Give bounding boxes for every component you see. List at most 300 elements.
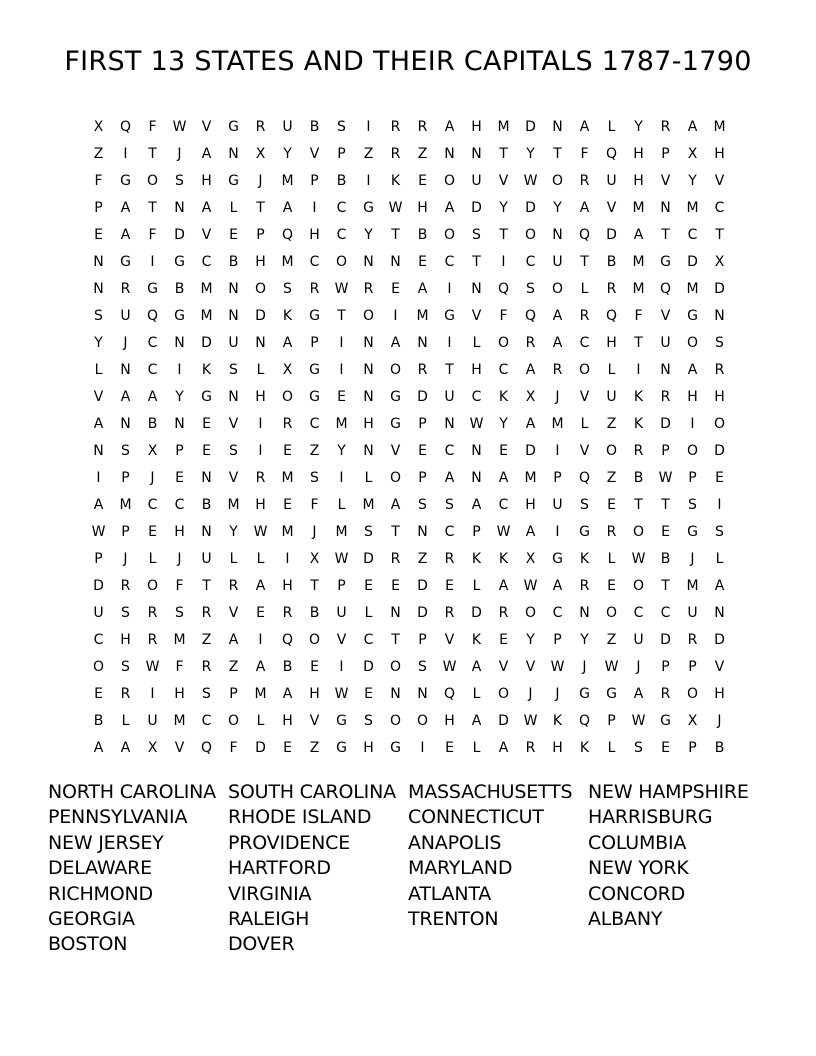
grid-cell: Q — [200, 740, 213, 756]
grid-cell: R — [363, 281, 374, 297]
grid-cell: U — [660, 335, 671, 351]
grid-cell: C — [444, 254, 455, 270]
grid-cell: R — [147, 605, 158, 621]
grid-cell: N — [201, 524, 212, 540]
grid-cell: I — [150, 686, 155, 702]
grid-cell: N — [660, 200, 671, 216]
grid-cell: S — [175, 173, 184, 189]
grid-cell: O — [92, 659, 105, 675]
grid-cell: I — [447, 335, 452, 351]
grid-cell: C — [363, 632, 374, 648]
grid-cell: I — [420, 740, 425, 756]
word-list-item: NEW JERSEY — [48, 831, 164, 854]
grid-cell: H — [606, 335, 617, 351]
grid-cell: O — [686, 443, 699, 459]
grid-cell: G — [174, 308, 185, 324]
grid-cell: K — [471, 551, 482, 567]
grid-cell: C — [201, 254, 212, 270]
grid-cell: U — [444, 389, 455, 405]
grid-cell: U — [147, 713, 158, 729]
grid-cell: N — [660, 362, 671, 378]
grid-cell: E — [94, 686, 103, 702]
grid-cell: F — [148, 119, 157, 135]
grid-cell: U — [336, 605, 347, 621]
grid-cell: D — [174, 227, 185, 243]
grid-cell: T — [391, 632, 400, 648]
grid-cell: S — [688, 497, 697, 513]
grid-cell: S — [472, 227, 481, 243]
grid-row — [85, 330, 733, 357]
grid-cell: J — [528, 686, 533, 702]
grid-cell: O — [551, 173, 564, 189]
grid-cell: Q — [605, 146, 618, 162]
grid-row — [85, 627, 733, 654]
grid-cell: S — [418, 497, 427, 513]
grid-cell: Q — [281, 227, 294, 243]
grid-cell: N — [714, 308, 725, 324]
grid-cell: L — [256, 713, 265, 729]
grid-cell: M — [200, 281, 213, 297]
grid-cell: F — [175, 578, 184, 594]
grid-cell: L — [607, 740, 616, 756]
grid-cell: T — [148, 146, 157, 162]
grid-cell: C — [309, 416, 320, 432]
grid-cell: E — [499, 632, 508, 648]
grid-cell: F — [310, 497, 319, 513]
grid-cell: G — [660, 713, 671, 729]
grid-cell: I — [339, 362, 344, 378]
grid-cell: X — [687, 146, 698, 162]
grid-cell: D — [498, 713, 509, 729]
grid-cell: C — [525, 254, 536, 270]
grid-cell: C — [93, 632, 104, 648]
grid-cell: T — [499, 146, 508, 162]
grid-cell: S — [283, 281, 292, 297]
grid-cell: A — [498, 740, 509, 756]
grid-cell: O — [362, 308, 375, 324]
grid-cell: A — [120, 740, 131, 756]
grid-cell: N — [93, 443, 104, 459]
grid-cell: J — [312, 524, 317, 540]
grid-cell: A — [552, 578, 563, 594]
grid-cell: G — [687, 308, 698, 324]
word-list-item: MARYLAND — [408, 857, 513, 880]
grid-cell: Y — [283, 146, 292, 162]
word-list-item: VIRGINIA — [228, 882, 312, 905]
grid-cell: C — [147, 335, 158, 351]
grid-cell: R — [579, 173, 590, 189]
grid-cell: C — [498, 497, 509, 513]
grid-cell: J — [258, 173, 263, 189]
grid-cell: M — [281, 173, 294, 189]
word-list-item: BOSTON — [48, 933, 128, 956]
grid-cell: W — [469, 416, 484, 432]
word-list-item: RHODE ISLAND — [228, 806, 372, 829]
grid-cell: H — [255, 497, 266, 513]
grid-cell: N — [255, 335, 266, 351]
grid-cell: I — [150, 254, 155, 270]
grid-cell: Z — [93, 146, 104, 162]
grid-cell: E — [418, 254, 427, 270]
grid-cell: C — [201, 713, 212, 729]
grid-cell: B — [147, 416, 158, 432]
word-list-item: NEW YORK — [588, 857, 689, 880]
grid-cell: D — [471, 200, 482, 216]
grid-cell: T — [391, 524, 400, 540]
grid-cell: L — [607, 362, 616, 378]
grid-cell: A — [120, 389, 131, 405]
grid-cell: H — [282, 713, 293, 729]
grid-cell: O — [146, 578, 159, 594]
grid-cell: F — [634, 308, 643, 324]
grid-cell: N — [552, 119, 563, 135]
grid-cell: T — [553, 146, 562, 162]
grid-cell: K — [282, 308, 293, 324]
grid-cell: Y — [175, 389, 184, 405]
grid-cell: M — [632, 281, 645, 297]
grid-row — [85, 573, 733, 600]
grid-cell: V — [660, 173, 671, 189]
grid-cell: R — [633, 443, 644, 459]
grid-cell: L — [229, 200, 238, 216]
grid-cell: L — [472, 740, 481, 756]
grid-cell: P — [121, 524, 130, 540]
grid-cell: S — [418, 659, 427, 675]
grid-cell: V — [309, 713, 320, 729]
grid-cell: N — [363, 443, 374, 459]
grid-cell: A — [120, 227, 131, 243]
grid-cell: Y — [580, 632, 589, 648]
grid-cell: I — [366, 119, 371, 135]
grid-cell: N — [444, 146, 455, 162]
grid-cell: G — [390, 416, 401, 432]
grid-cell: O — [335, 254, 348, 270]
grid-cell: C — [552, 605, 563, 621]
grid-row — [85, 492, 733, 519]
grid-cell: T — [202, 578, 211, 594]
grid-cell: D — [363, 659, 374, 675]
grid-cell: T — [256, 200, 265, 216]
grid-cell: O — [227, 713, 240, 729]
word-list-item: GEORGIA — [48, 908, 135, 931]
grid-cell: M — [281, 254, 294, 270]
grid-cell: Z — [201, 632, 212, 648]
grid-cell: V — [714, 659, 725, 675]
grid-cell: M — [362, 497, 375, 513]
grid-cell: B — [606, 254, 617, 270]
grid-cell: J — [150, 470, 155, 486]
grid-cell: I — [285, 551, 290, 567]
grid-cell: A — [120, 200, 131, 216]
grid-cell: G — [660, 254, 671, 270]
grid-cell: D — [714, 632, 725, 648]
grid-cell: N — [363, 389, 374, 405]
grid-cell: N — [417, 686, 428, 702]
grid-cell: N — [174, 416, 185, 432]
grid-cell: H — [471, 362, 482, 378]
grid-cell: R — [282, 416, 293, 432]
grid-cell: E — [202, 416, 211, 432]
grid-cell: C — [714, 200, 725, 216]
grid-cell: P — [661, 443, 670, 459]
grid-cell: N — [471, 281, 482, 297]
grid-cell: S — [364, 713, 373, 729]
grid-cell: Y — [634, 119, 643, 135]
grid-cell: H — [255, 389, 266, 405]
grid-cell: Z — [417, 146, 428, 162]
grid-cell: W — [631, 713, 646, 729]
grid-cell: H — [363, 740, 374, 756]
grid-cell: Q — [578, 713, 591, 729]
grid-cell: R — [660, 389, 671, 405]
grid-cell: G — [579, 524, 590, 540]
grid-cell: N — [417, 524, 428, 540]
grid-cell: M — [497, 119, 510, 135]
grid-cell: E — [607, 497, 616, 513]
grid-cell: Q — [119, 119, 132, 135]
grid-cell: E — [283, 740, 292, 756]
grid-cell: K — [498, 551, 509, 567]
grid-cell: Z — [606, 632, 617, 648]
grid-cell: I — [366, 173, 371, 189]
grid-cell: A — [687, 362, 698, 378]
grid-cell: J — [636, 659, 641, 675]
grid-cell: D — [417, 605, 428, 621]
grid-cell: A — [201, 200, 212, 216]
grid-cell: P — [418, 470, 427, 486]
grid-cell: E — [94, 227, 103, 243]
grid-cell: J — [123, 335, 128, 351]
grid-cell: O — [605, 605, 618, 621]
grid-row — [85, 222, 733, 249]
grid-cell: N — [363, 335, 374, 351]
grid-cell: I — [96, 470, 101, 486]
grid-cell: Y — [337, 443, 346, 459]
grid-cell: U — [552, 497, 563, 513]
word-list-item: RICHMOND — [48, 882, 153, 905]
grid-cell: V — [174, 740, 185, 756]
grid-cell: O — [497, 335, 510, 351]
grid-cell: W — [334, 551, 349, 567]
grid-cell: M — [173, 713, 186, 729]
grid-cell: D — [363, 551, 374, 567]
word-column — [588, 780, 768, 958]
grid-cell: R — [660, 119, 671, 135]
grid-cell: E — [283, 497, 292, 513]
grid-cell: G — [228, 173, 239, 189]
grid-cell: A — [147, 389, 158, 405]
grid-cell: Q — [443, 686, 456, 702]
grid-cell: H — [174, 524, 185, 540]
grid-cell: M — [335, 524, 348, 540]
grid-cell: R — [498, 605, 509, 621]
grid-cell: A — [687, 119, 698, 135]
grid-cell: A — [579, 119, 590, 135]
grid-cell: Y — [688, 173, 697, 189]
grid-cell: R — [579, 578, 590, 594]
grid-cell: X — [687, 713, 698, 729]
grid-cell: H — [282, 578, 293, 594]
grid-cell: U — [201, 551, 212, 567]
grid-cell: P — [229, 686, 238, 702]
grid-cell: A — [498, 470, 509, 486]
grid-cell: P — [175, 443, 184, 459]
grid-cell: F — [229, 740, 238, 756]
grid-cell: G — [579, 686, 590, 702]
grid-cell: P — [688, 740, 697, 756]
grid-cell: N — [120, 362, 131, 378]
grid-cell: N — [714, 605, 725, 621]
grid-cell: H — [120, 632, 131, 648]
grid-cell: Z — [228, 659, 239, 675]
grid-cell: O — [686, 686, 699, 702]
grid-cell: R — [255, 470, 266, 486]
grid-cell: A — [255, 659, 266, 675]
grid-cell: H — [363, 416, 374, 432]
grid-cell: B — [714, 740, 725, 756]
grid-cell: N — [228, 389, 239, 405]
grid-cell: V — [660, 308, 671, 324]
grid-cell: R — [525, 335, 536, 351]
grid-cell: R — [201, 605, 212, 621]
grid-cell: R — [120, 578, 131, 594]
grid-cell: V — [93, 389, 104, 405]
grid-cell: O — [416, 713, 429, 729]
grid-cell: O — [443, 173, 456, 189]
grid-cell: A — [93, 416, 104, 432]
grid-cell: A — [552, 308, 563, 324]
grid-cell: T — [445, 362, 454, 378]
grid-row — [85, 141, 733, 168]
grid-cell: A — [282, 686, 293, 702]
grid-cell: R — [444, 551, 455, 567]
grid-cell: C — [498, 362, 509, 378]
grid-cell: Z — [309, 443, 320, 459]
grid-cell: M — [632, 200, 645, 216]
grid-cell: M — [200, 308, 213, 324]
grid-cell: G — [309, 389, 320, 405]
grid-cell: I — [123, 146, 128, 162]
word-list-item: NEW HAMPSHIRE — [588, 781, 749, 803]
grid-cell: I — [555, 443, 560, 459]
grid-cell: R — [201, 659, 212, 675]
grid-cell: G — [309, 362, 320, 378]
grid-cell: I — [447, 281, 452, 297]
grid-cell: B — [633, 470, 644, 486]
grid-cell: A — [714, 578, 725, 594]
grid-cell: K — [633, 416, 644, 432]
grid-cell: M — [119, 497, 132, 513]
grid-cell: V — [228, 470, 239, 486]
grid-cell: R — [660, 686, 671, 702]
grid-cell: V — [336, 632, 347, 648]
grid-cell: V — [444, 632, 455, 648]
grid-cell: I — [177, 362, 182, 378]
grid-cell: P — [661, 659, 670, 675]
grid-cell: S — [337, 119, 346, 135]
grid-cell: K — [471, 632, 482, 648]
grid-cell: P — [337, 146, 346, 162]
grid-cell: T — [310, 578, 319, 594]
grid-cell: I — [339, 470, 344, 486]
grid-cell: M — [335, 416, 348, 432]
word-list-item: PROVIDENCE — [228, 831, 351, 854]
grid-cell: G — [336, 740, 347, 756]
grid-cell: W — [523, 578, 538, 594]
grid-cell: N — [552, 227, 563, 243]
grid-cell: W — [604, 659, 619, 675]
grid-cell: D — [660, 416, 671, 432]
grid-cell: W — [172, 119, 187, 135]
grid-cell: N — [174, 335, 185, 351]
grid-cell: K — [201, 362, 212, 378]
grid-cell: R — [147, 632, 158, 648]
grid-cell: J — [123, 551, 128, 567]
grid-cell: L — [607, 551, 616, 567]
grid-cell: D — [201, 335, 212, 351]
grid-cell: D — [525, 443, 536, 459]
grid-cell: C — [147, 497, 158, 513]
grid-cell: T — [499, 227, 508, 243]
grid-cell: R — [714, 362, 725, 378]
grid-cell: I — [339, 335, 344, 351]
grid-cell: T — [715, 227, 724, 243]
grid-cell: U — [606, 389, 617, 405]
grid-cell: B — [228, 254, 239, 270]
grid-cell: J — [177, 551, 182, 567]
grid-cell: R — [228, 578, 239, 594]
grid-cell: D — [606, 227, 617, 243]
grid-cell: U — [687, 605, 698, 621]
grid-cell: E — [337, 389, 346, 405]
grid-cell: M — [173, 632, 186, 648]
grid-row — [85, 249, 733, 276]
grid-cell: A — [525, 362, 536, 378]
grid-cell: P — [256, 227, 265, 243]
grid-cell: O — [389, 713, 402, 729]
word-list-item: HARTFORD — [228, 857, 331, 880]
grid-cell: V — [498, 173, 509, 189]
grid-cell: V — [390, 443, 401, 459]
word-list-item: HARRISBURG — [588, 806, 713, 829]
grid-cell: Q — [146, 308, 159, 324]
grid-cell: W — [523, 713, 538, 729]
grid-cell: T — [661, 227, 670, 243]
grid-cell: M — [551, 416, 564, 432]
grid-cell: R — [579, 308, 590, 324]
grid-cell: U — [633, 632, 644, 648]
grid-cell: P — [94, 551, 103, 567]
grid-cell: S — [715, 524, 724, 540]
grid-cell: F — [175, 659, 184, 675]
grid-cell: B — [660, 551, 671, 567]
grid-cell: P — [418, 416, 427, 432]
grid-row — [85, 546, 733, 573]
grid-cell: G — [444, 308, 455, 324]
grid-cell: L — [607, 119, 616, 135]
grid-cell: Z — [606, 470, 617, 486]
grid-cell: P — [688, 470, 697, 486]
grid-cell: P — [688, 659, 697, 675]
grid-cell: N — [228, 281, 239, 297]
grid-cell: N — [471, 470, 482, 486]
grid-cell: Q — [497, 281, 510, 297]
grid-cell: A — [390, 335, 401, 351]
grid-cell: Z — [606, 416, 617, 432]
grid-cell: I — [258, 632, 263, 648]
grid-cell: T — [391, 227, 400, 243]
grid-cell: P — [337, 578, 346, 594]
